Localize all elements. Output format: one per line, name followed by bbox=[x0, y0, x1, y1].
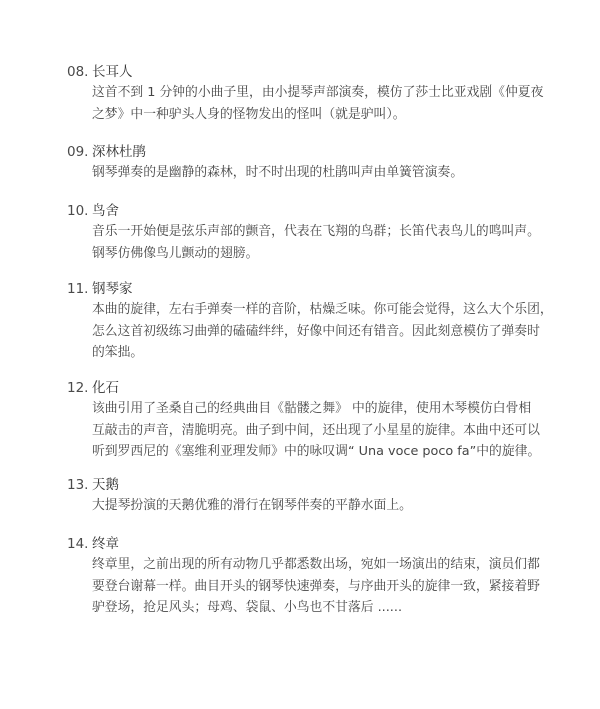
entry-description-line: 之梦》中一种驴头人身的怪物发出的怪叫（就是驴叫）。 bbox=[92, 106, 406, 122]
entry-description-line: 驴登场，抢足风头；母鸡、袋鼠、小鸟也不甘落后 ...... bbox=[92, 600, 403, 615]
entry-item bbox=[67, 279, 567, 364]
entry-description-line: 钢琴仿佛像鸟儿颤动的翅膀。 bbox=[92, 245, 259, 261]
entry-title: 鸟舍 bbox=[92, 203, 119, 219]
entry-description-line: 的笨拙。 bbox=[92, 345, 144, 360]
entry-number: 12. bbox=[67, 380, 89, 396]
entry-description-line: 听到罗西尼的《塞维利亚理发师》中的咏叹调“ Una voce poco fa”中的旋律。 bbox=[92, 444, 541, 459]
entry-description bbox=[92, 554, 562, 619]
entry-item bbox=[67, 142, 567, 184]
entry-number: 14. bbox=[67, 536, 89, 552]
entry-number: 08. bbox=[67, 64, 89, 80]
entry-item bbox=[67, 475, 567, 517]
entry-description bbox=[92, 82, 562, 125]
entry-number: 10. bbox=[67, 203, 89, 219]
entry-description-line: 这首不到 1 分钟的小曲子里，由小提琴声部演奏，模仿了莎士比亚戏剧《仲夏夜 bbox=[92, 85, 544, 100]
entry-item bbox=[67, 378, 567, 463]
entry-description bbox=[92, 398, 562, 463]
entry-heading bbox=[67, 378, 567, 398]
entry-title: 天鹅 bbox=[92, 477, 119, 493]
entry-description-line: 终章里，之前出现的所有动物几乎都悉数出场，宛如一场演出的结束，演员们都 bbox=[92, 557, 540, 572]
entry-number: 09. bbox=[67, 144, 89, 160]
entry-description-line: 钢琴弹奏的是幽静的森林，时不时出现的杜鹃叫声由单簧管演奏。 bbox=[92, 165, 464, 180]
entry-description-line: 该曲引用了圣桑自己的经典曲目《骷髅之舞》 中的旋律，使用木琴模仿白骨相 bbox=[92, 401, 532, 416]
entry-title: 钢琴家 bbox=[92, 281, 133, 297]
entry-description-line: 怎么这首初级练习曲弹的磕磕绊绊，好像中间还有错音。因此刻意模仿了弹奏时 bbox=[92, 323, 540, 339]
entry-heading bbox=[67, 62, 567, 82]
entry-title: 化石 bbox=[92, 380, 119, 396]
entry-heading bbox=[67, 142, 567, 162]
entry-item bbox=[67, 201, 567, 264]
entry-heading bbox=[67, 534, 567, 554]
entry-description bbox=[92, 162, 562, 184]
entry-description bbox=[92, 299, 562, 364]
entry-heading bbox=[67, 201, 567, 221]
entry-item bbox=[67, 534, 567, 619]
entry-description bbox=[92, 221, 562, 264]
entry-description-line: 互敲击的声音，清脆明亮。曲子到中间，还出现了小星星的旋律。本曲中还可以 bbox=[92, 422, 540, 438]
entry-title: 长耳人 bbox=[92, 64, 133, 80]
entry-title: 终章 bbox=[92, 536, 119, 552]
entry-item bbox=[67, 62, 567, 125]
entry-description-line: 音乐一开始便是弦乐声部的颤音，代表在飞翔的鸟群；长笛代表鸟儿的鸣叫声。 bbox=[92, 224, 540, 239]
entry-description-line: 大提琴扮演的天鹅优雅的滑行在钢琴伴奏的平静水面上。 bbox=[92, 498, 412, 513]
entry-description bbox=[92, 495, 562, 517]
entry-heading bbox=[67, 279, 567, 299]
entry-heading bbox=[67, 475, 567, 495]
entry-number: 11. bbox=[67, 281, 89, 297]
entry-title: 深林杜鹃 bbox=[92, 144, 146, 160]
entry-description-line: 要登台谢幕一样。曲目开头的钢琴快速弹奏，与序曲开头的旋律一致，紧接着野 bbox=[92, 578, 540, 594]
entry-description-line: 本曲的旋律，左右手弹奏一样的音阶，枯燥乏味。你可能会觉得，这么大个乐团， bbox=[92, 302, 553, 317]
entry-number: 13. bbox=[67, 477, 89, 493]
